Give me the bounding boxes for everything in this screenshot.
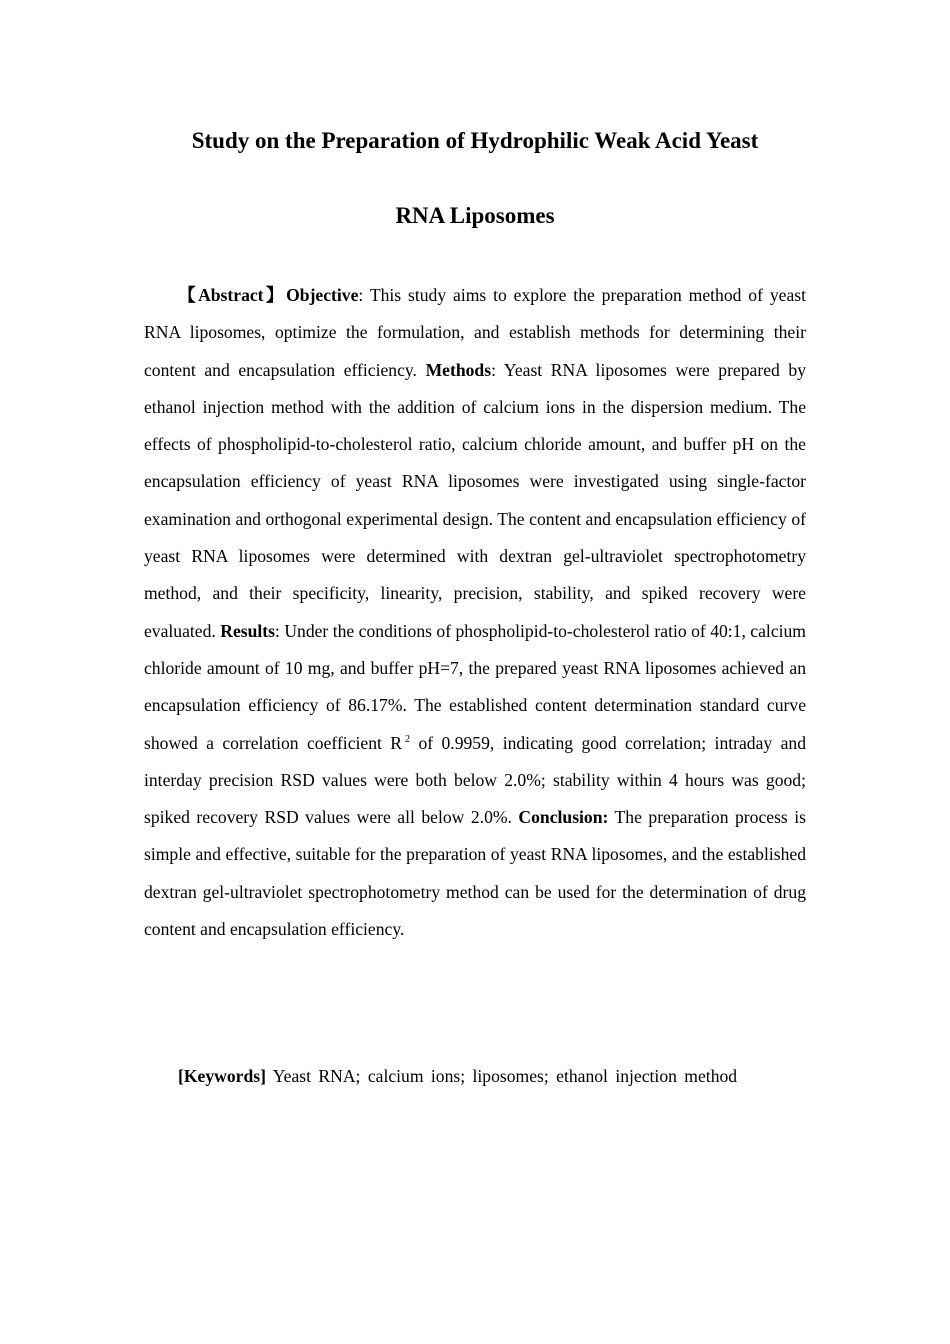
methods-text: : Yeast RNA liposomes were prepared by ethanol injection method with the addition of calcium ions in the dispersion medium. The effects of phospholipid-to-cholesterol ratio, calcium chloride amount, and buffer pH on the encapsulation efficiency of yeast RNA liposomes were investigated using single-factor examination and orthogonal experimental design. The content and encapsulation efficiency of yeast RNA liposomes were determined with dextran gel-ultraviolet spectrophotometry method, and their specificity, linearity, precision, stability, and spiked recovery were evaluated. bbox=[144, 359, 806, 641]
results-label: Results bbox=[220, 620, 275, 641]
conclusion-text: The preparation process is simple and effective, suitable for the preparation of yeast RNA liposomes, and the established dextran gel-ultraviolet spectrophotometry method can be used for the determination of drug content and encapsulation efficiency. bbox=[144, 807, 806, 940]
results-superscript: 2 bbox=[405, 733, 411, 745]
paper-title-line-1: Study on the Preparation of Hydrophilic Weak Acid Yeast bbox=[191, 128, 759, 153]
results-text-b: of 0.9959, indicating good correlation; intraday and interday precision RSD values were both below 2.0%; stability within 4 hours was good; spiked recovery RSD values were all below 2.0%. bbox=[144, 732, 807, 828]
keywords-text: Yeast RNA; calcium ions; liposomes; ethanol injection method bbox=[265, 1066, 738, 1086]
abstract-label: 【Abstract】 bbox=[178, 285, 287, 305]
methods-label: Methods bbox=[425, 359, 492, 380]
paper-title-line-2: RNA Liposomes bbox=[395, 203, 555, 228]
objective-text: : This study aims to explore the preparation method of yeast RNA liposomes, optimize the formulation, and establish methods for determining their content and encapsulation efficiency. bbox=[144, 285, 806, 380]
keywords-label: [Keywords] bbox=[178, 1066, 266, 1086]
keywords-paragraph bbox=[144, 1060, 806, 1092]
abstract-paragraph bbox=[144, 277, 806, 948]
objective-label: Objective bbox=[286, 285, 359, 305]
results-text-a: : Under the conditions of phospholipid-to-cholesterol ratio of 40:1, calcium chloride amount of 10 mg, and buffer pH=7, the prepared yeast RNA liposomes achieved an encapsulation efficiency of 86.17%. The established content determination standard curve showed a correlation coefficient R bbox=[144, 620, 806, 753]
conclusion-label: Conclusion: bbox=[518, 807, 609, 828]
